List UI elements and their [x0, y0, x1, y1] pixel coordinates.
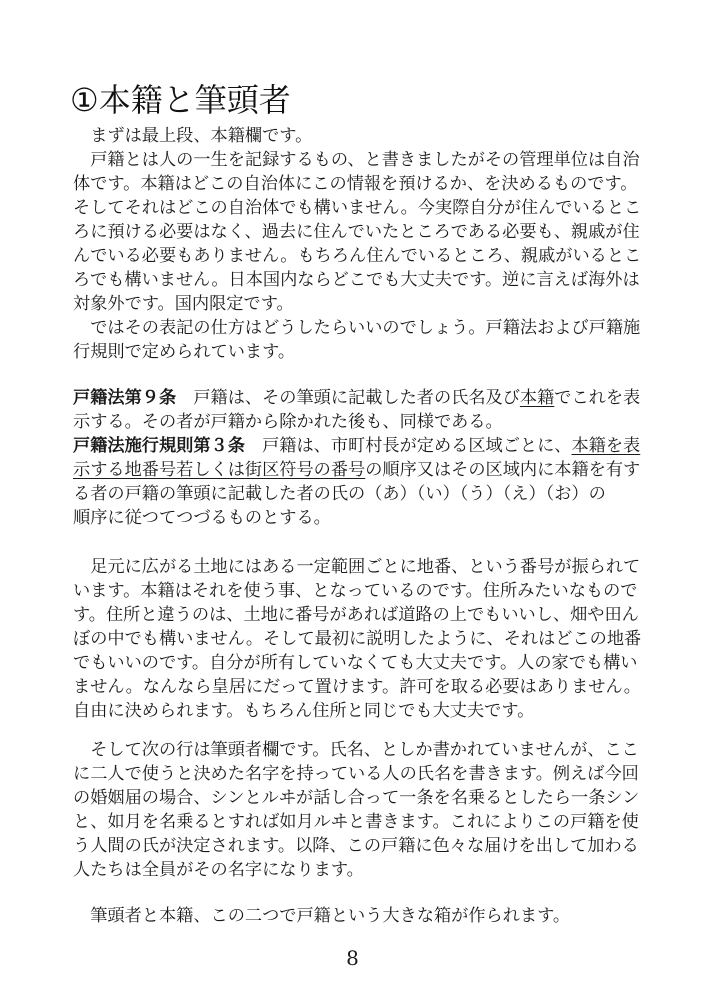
text-line — [73, 172, 638, 196]
text-segment: 筆頭者と本籍、この二つで戸籍という大きな箱が作られます。 — [73, 906, 571, 926]
text-segment: う人間の氏が決定されます。以降、この戸籍に色々な届けを出して加わる — [73, 836, 639, 856]
text-line — [73, 220, 638, 244]
text-segment: ろに預ける必要はなく、過去に住んでいたところである必要も、親戚が住 — [73, 222, 640, 242]
underlined-text: 本籍 — [519, 388, 555, 408]
text-line — [73, 340, 638, 364]
text-segment: ろでも構いません。日本国内ならどこでも大丈夫です。逆に言えば海外は — [73, 270, 640, 290]
text-segment: ません。なんなら皇居にだって置けます。許可を取る必要はありません。 — [73, 677, 641, 697]
text-segment: に二人で使うと決めた名字を持っている人の氏名を書きます。例えば今回 — [73, 764, 639, 784]
text-line — [73, 506, 638, 530]
text-segment: 戸籍は、市町村長が定める区域ごとに、 — [244, 436, 572, 456]
text-segment: 自由に決められます。もちろん住所と同じでも大丈夫です。 — [73, 701, 535, 721]
text-line — [73, 834, 638, 858]
text-line — [73, 699, 638, 723]
text-segment: ぼの中でも構いません。そして最初に説明したように、それはどこの地番 — [73, 629, 642, 649]
text-line — [73, 786, 638, 810]
paragraph-law-quote — [73, 386, 641, 530]
text-line — [73, 738, 638, 762]
text-line — [73, 196, 642, 220]
text-line — [73, 410, 638, 434]
text-line — [73, 555, 641, 579]
text-line — [73, 579, 638, 603]
article-label: 戸籍法施行規則第３条 — [73, 436, 245, 456]
text-line — [73, 316, 641, 340]
text-segment: 行規則で定められています。 — [73, 342, 296, 362]
text-segment: そしてそれはどこの自治体でも構いません。今実際自分が住んでいるとこ — [73, 198, 642, 218]
text-line — [73, 386, 641, 410]
text-segment: います。本籍はそれを使う事、となっているのです。住所みたいなもので — [73, 581, 638, 601]
text-segment: 示する。その者が戸籍から除かれた後も、同様である。 — [73, 412, 503, 432]
text-line — [73, 627, 642, 651]
text-segment: と、如月を名乗るとすれば如月ルヰと書きます。これによりこの戸籍を使 — [73, 812, 639, 832]
text-segment: ではその表記の仕方はどうしたらいいのでしょう。戸籍法および戸籍施 — [73, 318, 641, 338]
text-line — [73, 268, 638, 292]
section-heading: ①本籍と筆頭者 — [70, 81, 291, 119]
text-segment: でもいいのです。自分が所有していなくても大丈夫です。人の家でも構い — [73, 653, 638, 673]
text-line — [73, 482, 638, 506]
page-number: 8 — [346, 946, 359, 970]
text-segment: 戸籍は、その筆頭に記載した者の氏名及び — [176, 388, 520, 408]
paragraph-chiban — [73, 555, 642, 723]
text-line — [73, 434, 641, 458]
text-segment: る者の戸籍の筆頭に記載した者の氏の（あ）（い）（う）（え）（お）の — [73, 484, 606, 504]
article-label: 戸籍法第９条 — [73, 388, 177, 408]
underlined-text: 示する地番号若しくは街区符号の番号 — [73, 460, 366, 480]
text-segment: 順序に従つてつづるものとする。 — [73, 508, 331, 528]
text-line — [73, 762, 638, 786]
paragraph-conclusion — [73, 904, 638, 928]
text-line — [73, 292, 638, 316]
paragraph-hittousha — [73, 738, 638, 882]
text-segment: そして次の行は筆頭者欄です。氏名、としか書かれていませんが、ここ — [73, 740, 639, 760]
text-segment: まずは最上段、本籍欄です。 — [73, 126, 313, 146]
underlined-text: 本籍を表 — [571, 436, 641, 456]
text-segment: 足元に広がる土地にはある一定範囲ごとに地番、という番号が振られて — [73, 557, 641, 577]
text-segment: 戸籍とは人の一生を記録するもの、と書きましたがその管理単位は自治 — [73, 150, 640, 170]
text-line — [73, 810, 638, 834]
text-line — [73, 458, 641, 482]
text-segment: す。住所と違うのは、土地に番号があれば道路の上でもいいし、畑や田ん — [73, 605, 639, 625]
paragraph-honseki-intro — [73, 124, 642, 364]
text-segment: の順序又はその区域内に本籍を有す — [365, 460, 641, 480]
text-line — [73, 904, 638, 928]
text-segment: んでいる必要もありません。もちろん住んでいるところ、親戚がいるとこ — [73, 246, 642, 266]
text-line — [73, 603, 638, 627]
text-line — [73, 651, 638, 675]
text-line — [73, 858, 638, 882]
text-segment: 体です。本籍はどこの自治体にこの情報を預けるか、を決めるものです。 — [73, 174, 638, 194]
text-segment: でこれを表 — [554, 388, 641, 408]
text-segment: の婚姻届の場合、シンとルヰが話し合って一条を名乗るとしたら一条シン — [73, 788, 640, 808]
text-line — [73, 675, 641, 699]
text-line — [73, 244, 642, 268]
text-line — [73, 124, 638, 148]
text-line — [73, 148, 638, 172]
text-segment: 対象外です。国内限定です。 — [73, 294, 294, 314]
text-segment: 人たちは全員がその名字になります。 — [73, 860, 364, 880]
